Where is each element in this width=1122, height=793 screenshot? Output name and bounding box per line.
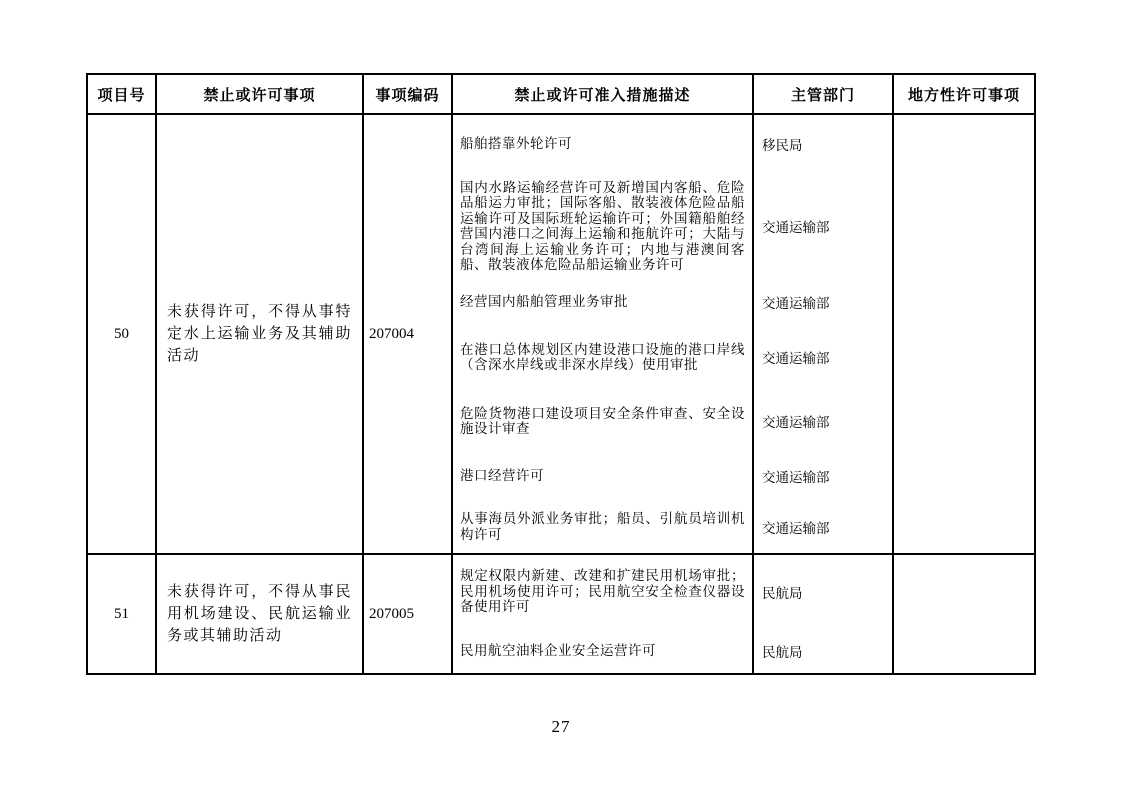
measure-row	[453, 172, 894, 280]
measure-dept-cell: 交通运输部	[754, 390, 894, 452]
measure-desc-cell	[453, 452, 754, 500]
measure-row	[453, 452, 894, 500]
local-permit-cell	[894, 115, 1034, 553]
matter-cell	[157, 115, 364, 553]
header-item-no: 项目号	[88, 75, 157, 113]
page-number: 27	[551, 717, 571, 736]
measure-desc-cell	[453, 115, 754, 172]
measure-desc-cell	[453, 390, 754, 452]
measure-dept-cell: 交通运输部	[754, 172, 894, 280]
measure-dept-cell: 交通运输部	[754, 452, 894, 500]
table-row	[88, 555, 1034, 673]
measure-desc-text: 港口经营许可	[460, 468, 544, 484]
measure-dept-cell: 交通运输部	[754, 280, 894, 324]
measure-dept-cell: 交通运输部	[754, 324, 894, 390]
measure-desc-cell	[453, 500, 754, 553]
measure-desc-cell	[453, 628, 754, 673]
item-no-cell: 50	[88, 115, 157, 553]
permit-items-table	[86, 73, 1036, 675]
measure-dept-cell: 移民局	[754, 115, 894, 172]
table-row	[88, 115, 1034, 555]
local-permit-cell	[894, 555, 1034, 673]
measure-desc-cell	[453, 555, 754, 628]
measure-desc-cell	[453, 172, 754, 280]
measure-desc-text: 国内水路运输经营许可及新增国内客船、危险品船运力审批；国际客船、散装液体危险品船运输许可及国际班轮运输许可；外国籍船舶经营国内港口之间海上运输和拖航许可；大陆与台湾间海上运输业务许可；内地与港澳间客船、散装液体危险品船运输业务许可	[460, 179, 745, 272]
matter-text: 未获得许可，不得从事特定水上运输业务及其辅助活动	[167, 304, 352, 364]
code-cell: 207005	[364, 555, 453, 673]
measure-desc-cell	[453, 280, 754, 324]
header-dept: 主管部门	[754, 75, 894, 113]
table-header-row	[88, 75, 1034, 115]
measure-dept-cell: 民航局	[754, 628, 894, 673]
measure-desc-text: 从事海员外派业务审批；船员、引航员培训机构许可	[460, 511, 745, 542]
measure-desc-text: 民用航空油料企业安全运营许可	[460, 642, 656, 658]
measure-desc-text: 船舶搭靠外轮许可	[460, 135, 572, 151]
code-cell: 207004	[364, 115, 453, 553]
measure-row	[453, 555, 894, 628]
header-local-permit: 地方性许可事项	[907, 87, 1020, 104]
matter-text: 未获得许可，不得从事民用机场建设、民航运输业务或其辅助活动	[167, 584, 352, 644]
measure-row	[453, 280, 894, 324]
measure-dept-cell: 交通运输部	[754, 500, 894, 553]
header-code: 事项编码	[364, 75, 453, 113]
measure-row	[453, 115, 894, 172]
header-measure-desc: 禁止或许可准入措施描述	[453, 75, 754, 113]
measure-row	[453, 324, 894, 390]
measure-desc-text: 在港口总体规划区内建设港口设施的港口岸线（含深水岸线或非深水岸线）使用审批	[460, 341, 745, 372]
measure-dept-cell: 民航局	[754, 555, 894, 628]
measures-cell	[453, 115, 894, 553]
matter-cell	[157, 555, 364, 673]
measure-row	[453, 390, 894, 452]
item-no-cell: 51	[88, 555, 157, 673]
measure-row	[453, 500, 894, 553]
measure-desc-text: 经营国内船舶管理业务审批	[460, 294, 628, 310]
header-matter: 禁止或许可事项	[157, 75, 364, 113]
measure-desc-text: 危险货物港口建设项目安全条件审查、安全设施设计审查	[460, 405, 745, 436]
measure-desc-text: 规定权限内新建、改建和扩建民用机场审批；民用机场使用许可；民用航空安全检查仪器设备使用许可	[460, 568, 745, 615]
measure-desc-cell	[453, 324, 754, 390]
measure-row	[453, 628, 894, 673]
measures-cell	[453, 555, 894, 673]
